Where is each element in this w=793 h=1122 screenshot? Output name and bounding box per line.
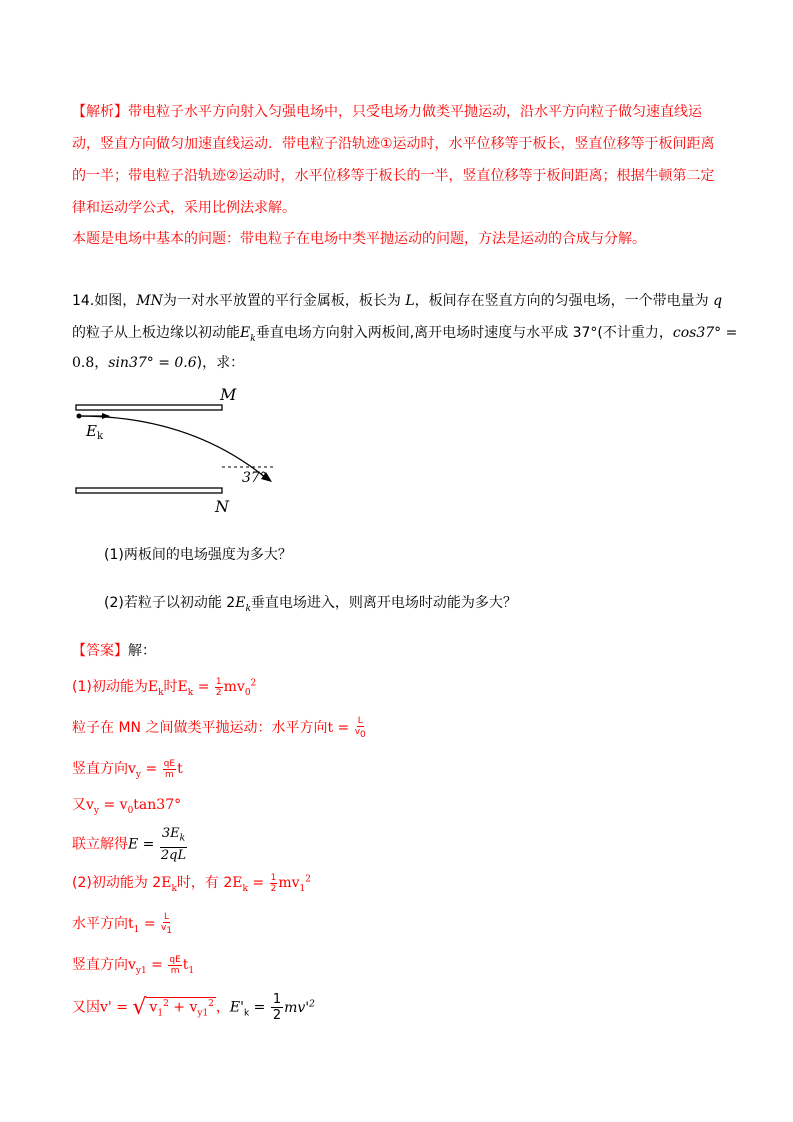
answer-line-5: 联立解得E = $\frac{3E_k}{2qL}$	[72, 826, 187, 863]
plate-M	[76, 405, 222, 410]
answer-line-2: 粒子在 MN 之间做类平抛运动：水平方向t = $\frac{L}{v_0}$	[72, 716, 366, 740]
label-angle: 37°	[242, 470, 267, 486]
analysis-paragraph	[72, 96, 724, 224]
question-line-2: 的粒子从上板边缘以初动能$E_k$垂直电场方向射入两板间,离开电场时速度与水平成 37°(不计重力，cos37° =	[72, 325, 738, 344]
label-M: M	[220, 385, 237, 404]
plate-N	[76, 488, 222, 493]
label-Ek: $E_k$	[86, 422, 104, 442]
analysis-tag: 【解析】	[72, 104, 128, 120]
answer-tag: 【答案】	[72, 643, 128, 659]
answer-heading: 【答案】解：	[72, 643, 156, 659]
question-line-3: 0.8，sin37° = 0.6)，求：	[72, 355, 245, 371]
answer-line-9: 又因v' = √ $v_1^2 + v_{y1}^2$ ，$E'_k$ = $\frac{1}{2}$ $mv'^2$	[72, 992, 315, 1023]
answer-line-6: (2)初动能为 $2E_k$时，有 $2E_k$ = $\frac{1}{2}$ $mv_1^2$	[72, 872, 311, 894]
answer-line-4: 又$v_y = v_0\tan 37^\circ$	[72, 797, 182, 816]
question-number: 14.	[72, 293, 95, 309]
answer-line-3: 竖直方向$v_y$ = $\frac{qE}{m}$ t	[72, 758, 183, 780]
answer-line-1: (1)初动能为$E_k$时$E_k$ = $\frac{1}{2}$ $mv_0^2$	[72, 676, 257, 698]
parallel-plates-figure	[70, 382, 290, 522]
question-line-1: 14.如图，MN为一对水平放置的平行金属板，板长为 L，板间存在竖直方向的匀强电场，一个带电量为 q	[72, 293, 723, 309]
answer-line-8: 竖直方向$v_{y1}$ = $\frac{qE}{m}$ $t_1$	[72, 954, 195, 976]
analysis-summary: 本题是电场中基本的问题：带电粒子在电场中类平抛运动的问题，方法是运动的合成与分解。	[72, 231, 646, 247]
label-N: N	[215, 497, 229, 516]
analysis-text: 带电粒子水平方向射入匀强电场中，只受电场力做类平抛运动，沿水平方向粒子做匀速直线运动，竖直方向做匀加速直线运动．带电粒子沿轨迹①运动时，水平位移等于板长，竖直位移等于板间距离的一半；带电粒子沿轨迹②运动时，水平位移等于板长的一半，竖直位移等于板间距离；根据牛顿第二定律和运动学公式，采用比例法求解。	[72, 104, 715, 216]
trajectory-curve	[79, 416, 266, 478]
sub-question-1: (1)两板间的电场强度为多大？	[104, 547, 292, 563]
sub-question-2: (2)若粒子以初动能 $2E_k$垂直电场进入，则离开电场时动能为多大？	[104, 595, 517, 614]
answer-line-7: 水平方向$t_1$ = $\frac{L}{v_1}$	[72, 912, 173, 936]
